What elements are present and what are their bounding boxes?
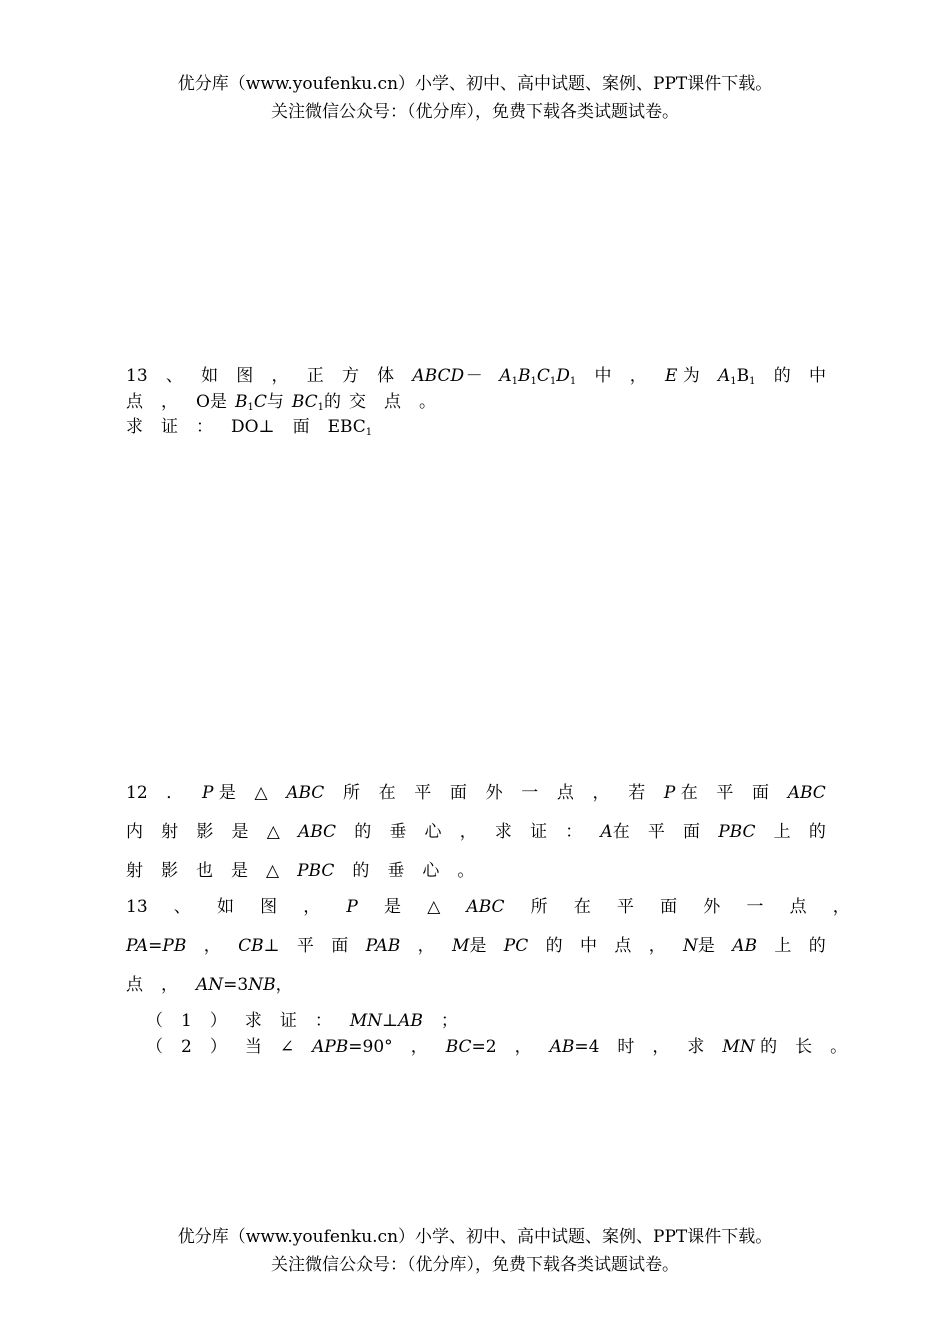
text: 。 [830, 1037, 848, 1057]
text: ⊥ [263, 936, 280, 956]
text: 是 [218, 783, 236, 803]
text: ， [410, 1037, 428, 1057]
subscript: 1 [569, 376, 577, 387]
math: PBC [718, 822, 756, 842]
math: B [518, 366, 531, 386]
text: 射 [161, 822, 179, 842]
math-m-is [452, 931, 486, 956]
page-header-line-1: 优分库（www.youfenku.cn）小学、初中、高中试题、案例、PPT课件下载。 [177, 74, 773, 94]
problem-13b-part-2 [146, 1032, 846, 1057]
math: AB [732, 936, 758, 956]
text: 在 [573, 897, 591, 917]
text: 面 [660, 897, 678, 917]
subscript: 1 [530, 376, 537, 387]
text: 如 [216, 897, 234, 917]
math: A [600, 822, 613, 842]
math-pa-eq-pb [126, 936, 186, 956]
text: ： [314, 1011, 332, 1031]
text: 心 [424, 822, 442, 842]
math: AB [549, 1037, 575, 1057]
text: ： [565, 822, 583, 842]
part-number: 2 [181, 1037, 192, 1057]
text: 点 [614, 936, 632, 956]
math-an-eq-3nb [196, 970, 293, 995]
text: 是 [231, 822, 249, 842]
problem-13b-line-3 [126, 970, 826, 995]
text: ， [832, 897, 850, 917]
text: 影 [161, 861, 178, 881]
text: 时 [617, 1037, 635, 1057]
math: B [291, 392, 305, 412]
text: 上 [774, 936, 792, 956]
subscript: 1 [511, 376, 518, 387]
math-a1b1 [718, 366, 756, 386]
subscript: 1 [730, 376, 737, 387]
text: 外 [703, 897, 721, 917]
text: 如 [201, 366, 219, 386]
text: 平 [414, 783, 432, 803]
text: ， [629, 366, 647, 386]
text: 是 [697, 936, 715, 956]
math-cube-name: ABCD－ [412, 366, 482, 386]
math-cb-perp [238, 936, 280, 956]
text: ∠ [279, 1037, 295, 1057]
math: C [304, 392, 318, 412]
math: B [234, 392, 248, 412]
text: ． [166, 783, 184, 803]
math: P [201, 783, 214, 803]
text: 若 [628, 783, 646, 803]
math: N [683, 936, 698, 956]
text: 面 [449, 783, 467, 803]
text: =3 [223, 975, 249, 995]
math: ABC [286, 783, 325, 803]
text: 证 [530, 822, 548, 842]
problem-number: 13 [126, 366, 148, 386]
math-mn-perp-ab [350, 1011, 423, 1031]
text: ， [459, 822, 477, 842]
text: 中 [579, 936, 597, 956]
problem-13b-part-1 [146, 1006, 846, 1031]
text: 、 [173, 897, 191, 917]
text: ： [196, 417, 213, 437]
math: A [499, 366, 512, 386]
math-p-is [202, 778, 236, 803]
text: 正 [306, 366, 324, 386]
cube-problem-line-2 [126, 387, 826, 412]
text: 求 [244, 1011, 262, 1031]
text: 体 [377, 366, 395, 386]
math-e [665, 361, 700, 386]
text: 面 [752, 783, 770, 803]
text: 一 [521, 783, 539, 803]
text: 平 [296, 936, 314, 956]
problem-13b-line-2 [126, 931, 826, 956]
math-bc1 [292, 387, 341, 412]
text: 在 [378, 783, 396, 803]
math: D [556, 366, 570, 386]
math: BC [445, 1037, 472, 1057]
text: ， [271, 366, 289, 386]
math: P [663, 783, 676, 803]
math: PBC [297, 861, 335, 881]
math-plane-ebc1 [328, 417, 373, 437]
math: E [664, 366, 678, 386]
text: 平 [647, 822, 665, 842]
text: △ [254, 783, 268, 803]
math-mn-de [722, 1032, 777, 1057]
text: 证 [279, 1011, 297, 1031]
text: 的 [354, 822, 372, 842]
text: △ [266, 822, 280, 842]
text: 内 [126, 822, 143, 842]
math: ABC [297, 822, 337, 842]
math-a-in [600, 817, 629, 842]
math-cube-top-face [499, 366, 576, 386]
text: ， [275, 975, 293, 995]
text: 的 [808, 822, 826, 842]
text: （ [146, 1037, 163, 1057]
text: ； [440, 1011, 458, 1031]
text: 的 [760, 1037, 778, 1057]
text: 面 [683, 822, 701, 842]
subscript: 1 [749, 376, 756, 387]
text: 在 [680, 783, 698, 803]
text: 面 [292, 417, 310, 437]
text: 心 [422, 861, 440, 881]
text: ， [161, 975, 178, 995]
text: △ [427, 897, 441, 917]
math: APB [312, 1037, 349, 1057]
text: 垂 [389, 822, 407, 842]
text: 的 [352, 861, 370, 881]
text: ） [209, 1037, 227, 1057]
text: 求 [494, 822, 512, 842]
text: ， [417, 936, 435, 956]
text: ， [514, 1037, 532, 1057]
text: 垂 [387, 861, 405, 881]
math: NB [248, 975, 276, 995]
text: 图 [236, 366, 254, 386]
page-header-line-2: 关注微信公众号：（优分库），免费下载各类试题试卷。 [271, 102, 679, 122]
text: 所 [342, 783, 360, 803]
text: =4 [574, 1037, 600, 1057]
math: P [346, 897, 358, 917]
text: 也 [196, 861, 213, 881]
text: 图 [260, 897, 278, 917]
text: 是 [209, 392, 227, 412]
math-b1c [235, 387, 284, 412]
text: 的 [773, 366, 791, 386]
math: CB [238, 936, 264, 956]
problem-12-line-2 [126, 817, 826, 842]
text: 是 [384, 897, 402, 917]
math-do-perp: DO⊥ [231, 417, 275, 437]
text: 点 [789, 897, 807, 917]
cube-problem-line-1 [126, 361, 826, 386]
math: MN [722, 1037, 755, 1057]
math: MN [349, 1011, 383, 1031]
problem-12-line-3 [126, 856, 826, 881]
text: 与 [266, 392, 284, 412]
text: ） [209, 1011, 227, 1031]
text: 的 [324, 392, 342, 412]
text: 中 [808, 366, 826, 386]
subscript: 1 [317, 402, 325, 413]
text: ， [303, 897, 321, 917]
text: 。 [457, 861, 475, 881]
text: =90° [348, 1037, 393, 1057]
text: 求 [687, 1037, 705, 1057]
math-n-is [683, 931, 715, 956]
part-number: 1 [181, 1011, 192, 1031]
math-bc-2 [446, 1037, 497, 1057]
math-p-in [664, 778, 698, 803]
problem-number: 12 [126, 783, 148, 803]
text: 求 [126, 417, 143, 437]
page-footer-line-2: 关注微信公众号：（优分库），免费下载各类试题试卷。 [271, 1255, 679, 1275]
problem-12-line-1 [126, 778, 826, 803]
math: ABC [787, 783, 826, 803]
text: （ [146, 1011, 163, 1031]
math: C [253, 392, 267, 412]
math: B [736, 366, 750, 386]
text: 点 [126, 975, 143, 995]
text: 点 [384, 392, 402, 412]
math-ab-4 [550, 1037, 600, 1057]
text: 在 [612, 822, 630, 842]
text: 证 [161, 417, 178, 437]
text: 。 [419, 392, 437, 412]
subscript: 1 [247, 402, 254, 413]
text: 中 [594, 366, 612, 386]
math: O [196, 392, 210, 412]
text: 点 [556, 783, 574, 803]
text: 点 [126, 392, 143, 412]
text: 影 [196, 822, 214, 842]
text: 交 [349, 392, 367, 412]
text: 所 [530, 897, 548, 917]
math: PAB [365, 936, 401, 956]
text: 方 [341, 366, 359, 386]
math: AN [196, 975, 224, 995]
text: ， [648, 936, 666, 956]
math-o [196, 387, 227, 412]
text: 、 [165, 366, 183, 386]
text: ， [203, 936, 221, 956]
text: 平 [616, 897, 634, 917]
subscript: 1 [549, 376, 557, 387]
math-apb-90 [312, 1037, 393, 1057]
text: 平 [716, 783, 734, 803]
math: M [452, 936, 470, 956]
text: ⊥ [382, 1011, 399, 1031]
math: PA [126, 936, 149, 956]
text: ， [652, 1037, 670, 1057]
math: EBC [327, 417, 366, 437]
text: ， [161, 392, 178, 412]
problem-13b-line-1 [126, 892, 850, 917]
text: 是 [231, 861, 248, 881]
text: 当 [244, 1037, 262, 1057]
text: 外 [485, 783, 503, 803]
text: ， [592, 783, 610, 803]
text: 长 [795, 1037, 813, 1057]
problem-number: 13 [126, 897, 148, 917]
text: △ [266, 861, 280, 881]
text: 一 [746, 897, 764, 917]
text: 的 [808, 936, 826, 956]
text: 面 [331, 936, 349, 956]
math: ABC [466, 897, 505, 917]
text: 为 [682, 366, 700, 386]
text: 射 [126, 861, 143, 881]
subscript: 1 [365, 427, 373, 438]
math: AB [398, 1011, 423, 1031]
math: PB [162, 936, 187, 956]
text: 上 [773, 822, 791, 842]
math: PC [503, 936, 529, 956]
text: = [148, 936, 163, 956]
text: =2 [471, 1037, 497, 1057]
math: C [536, 366, 550, 386]
cube-problem-line-3 [126, 412, 826, 437]
page-footer-line-1: 优分库（www.youfenku.cn）小学、初中、高中试题、案例、PPT课件下载。 [177, 1227, 773, 1247]
text: 是 [469, 936, 487, 956]
text: 的 [545, 936, 563, 956]
math: A [717, 366, 731, 386]
